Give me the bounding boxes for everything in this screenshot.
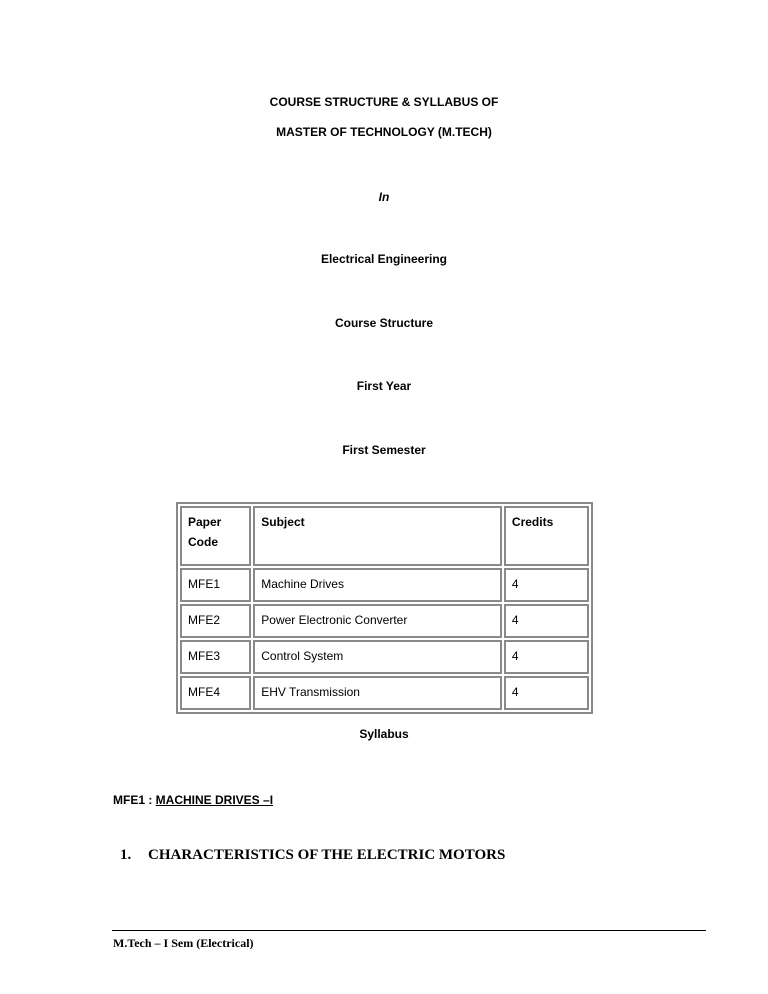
cell-credits: 4 [504, 604, 589, 638]
footer-divider [112, 930, 706, 931]
syllabus-heading: Syllabus [359, 727, 409, 741]
header-credits: Credits [504, 506, 589, 566]
course-structure-heading: Course Structure [334, 316, 434, 330]
course-table [176, 502, 593, 714]
table-header-row [180, 506, 589, 566]
cell-subject: Machine Drives [253, 568, 502, 602]
section-title: MACHINE DRIVES –I [155, 793, 274, 807]
cell-code: MFE3 [180, 640, 251, 674]
section-label [113, 793, 273, 807]
semester-heading: First Semester [342, 443, 426, 457]
cell-code: MFE2 [180, 604, 251, 638]
table-row [180, 604, 589, 638]
cell-code: MFE4 [180, 676, 251, 710]
footer-text: M.Tech – I Sem (Electrical) [113, 936, 254, 950]
table-row [180, 676, 589, 710]
cell-code: MFE1 [180, 568, 251, 602]
cell-subject: Power Electronic Converter [253, 604, 502, 638]
in-label: In [378, 190, 390, 204]
header-paper-code: Paper Code [180, 506, 251, 566]
section-prefix: MFE1 : [113, 793, 156, 807]
chapter-number: 1. [120, 847, 132, 863]
header-subject: Subject [253, 506, 502, 566]
department-heading: Electrical Engineering [320, 252, 448, 266]
chapter-heading [120, 847, 505, 864]
table-row [180, 640, 589, 674]
cell-subject: Control System [253, 640, 502, 674]
year-heading: First Year [356, 379, 412, 393]
cell-subject: EHV Transmission [253, 676, 502, 710]
cell-credits: 4 [504, 640, 589, 674]
cell-credits: 4 [504, 568, 589, 602]
title-line-2: MASTER OF TECHNOLOGY (M.TECH) [276, 125, 492, 139]
cell-credits: 4 [504, 676, 589, 710]
title-line-1: COURSE STRUCTURE & SYLLABUS OF [269, 95, 499, 109]
chapter-title: CHARACTERISTICS OF THE ELECTRIC MOTORS [148, 847, 506, 863]
table-row [180, 568, 589, 602]
